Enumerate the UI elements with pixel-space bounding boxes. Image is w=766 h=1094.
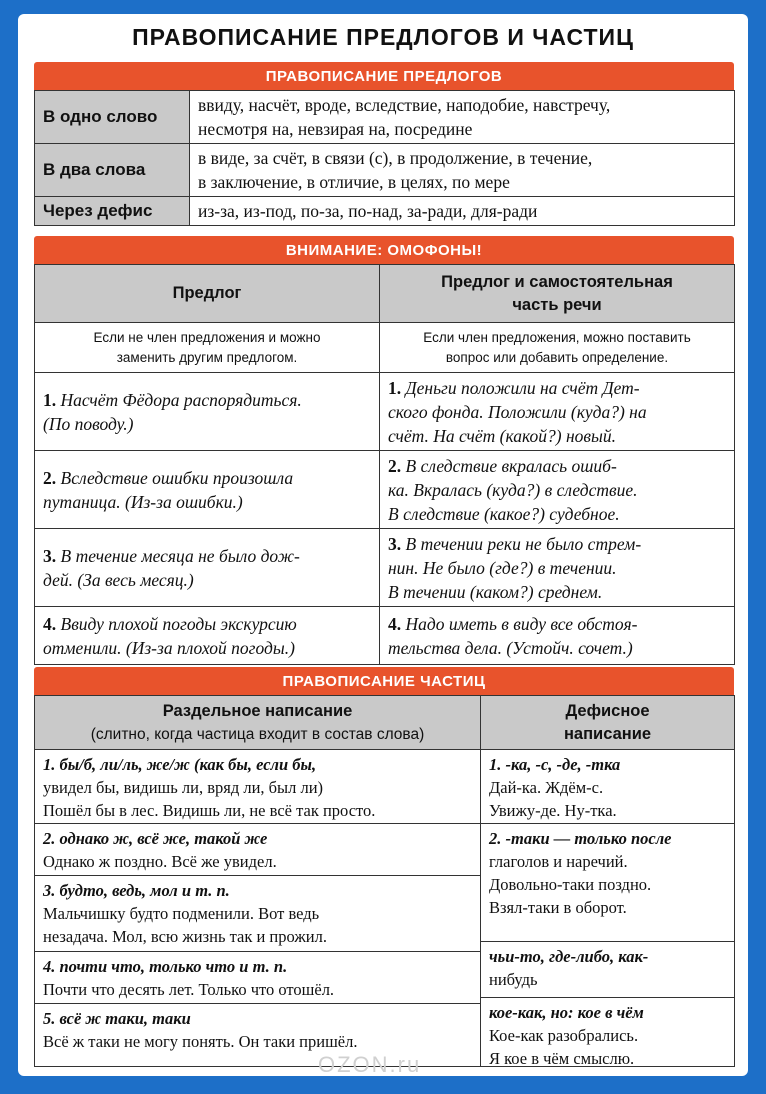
particle-block xyxy=(35,750,480,824)
example-text: В течении (каком?) среднем. xyxy=(388,581,603,602)
prepositions-band: ПРАВОПИСАНИЕ ПРЕДЛОГОВ xyxy=(34,62,734,90)
table-row xyxy=(35,607,735,665)
header-text: (слитно, когда частица входит в состав слова) xyxy=(90,725,425,743)
header-row xyxy=(35,265,735,323)
table-row xyxy=(35,91,735,144)
item-number: 3. xyxy=(388,533,406,554)
text-line: Взял-таки в оборот. xyxy=(489,898,627,917)
table-row xyxy=(35,529,735,607)
item-number: 4. xyxy=(388,613,406,634)
example-text: дей. (За весь месяц.) xyxy=(43,569,194,590)
example-text: Надо иметь в виду все обстоя- xyxy=(405,613,638,634)
text-line xyxy=(388,636,726,660)
text-line: в заключение, в отличие, в целях, по мере xyxy=(198,172,510,192)
example-text: В следствие вкралась ошиб- xyxy=(405,455,617,476)
text-line: заменить другим предлогом. xyxy=(116,349,298,365)
text-line: ввиду, насчёт, вроде, вследствие, наподобие, навстречу, xyxy=(198,95,611,115)
text-line: Однако ж поздно. Всё же увидел. xyxy=(43,852,277,871)
example-text: В течении реки не было стрем- xyxy=(405,533,642,554)
text-line xyxy=(388,580,726,604)
text-line: Дай-ка. Ждём-с. xyxy=(489,778,604,797)
text-line: нибудь xyxy=(489,970,538,989)
header-text: Предлог xyxy=(172,284,242,302)
text-line: Я кое в чём смыслю. xyxy=(489,1049,635,1068)
text-line: Если не член предложения и можно xyxy=(93,329,321,345)
text-line xyxy=(388,400,726,424)
item-number: 2. xyxy=(43,467,61,488)
header-text: Предлог и самостоятельная xyxy=(441,272,673,291)
example-text: нин. Не было (где?) в течении. xyxy=(388,557,617,578)
example-left xyxy=(35,451,380,529)
example-text: счёт. На счёт (какой?) новый. xyxy=(388,425,616,446)
table-row xyxy=(35,197,735,226)
item-number: 3. xyxy=(43,545,61,566)
text-line: увидел бы, видишь ли, вряд ли, был ли) xyxy=(43,778,324,797)
header-text: написание xyxy=(563,724,652,743)
text-line xyxy=(43,412,371,436)
text-line: незадача. Мол, всю жизнь так и прожил. xyxy=(43,927,327,946)
text-line xyxy=(43,544,371,568)
particles-band: ПРАВОПИСАНИЕ ЧАСТИЦ xyxy=(34,667,734,695)
example-left xyxy=(35,373,380,451)
text-line: 5. всё ж таки, таки xyxy=(43,1009,191,1028)
example-right xyxy=(380,373,735,451)
item-number: 1. xyxy=(388,377,406,398)
particle-block xyxy=(481,942,734,998)
text-line xyxy=(43,466,371,490)
item-number: 2. xyxy=(388,455,406,476)
text-line xyxy=(388,532,726,556)
text-line: Кое-как разобрались. xyxy=(489,1026,639,1045)
particle-block xyxy=(35,952,480,1004)
text-line xyxy=(43,490,371,514)
example-left xyxy=(35,529,380,607)
column-header-preposition xyxy=(35,265,380,323)
homophones-band: ВНИМАНИЕ: ОМОФОНЫ! xyxy=(34,236,734,264)
reference-sheet xyxy=(18,14,748,1076)
text-line xyxy=(43,568,371,592)
header-text: часть речи xyxy=(512,295,602,314)
homophones-table xyxy=(34,264,735,665)
example-text: Насчёт Фёдора распорядиться. xyxy=(60,389,302,410)
example-text: ка. Вкралась (куда?) в следствие. xyxy=(388,479,638,500)
row-label: В одно слово xyxy=(35,91,190,144)
column-header-independent xyxy=(380,265,735,323)
example-right xyxy=(380,607,735,665)
example-text: В следствие (какое?) судебное. xyxy=(388,503,620,524)
page-title: ПРАВОПИСАНИЕ ПРЕДЛОГОВ И ЧАСТИЦ xyxy=(132,24,634,50)
text-line xyxy=(43,612,371,636)
text-line: Всё ж таки не могу понять. Он таки пришёл. xyxy=(43,1032,358,1051)
table-row xyxy=(35,451,735,529)
example-right xyxy=(380,529,735,607)
row-label: В два слова xyxy=(35,144,190,197)
example-text: Деньги положили на счёт Дет- xyxy=(405,377,640,398)
row-content xyxy=(190,91,735,144)
text-line xyxy=(43,636,371,660)
example-text: ского фонда. Положили (куда?) на xyxy=(388,401,647,422)
column-header-hyphen xyxy=(481,696,735,750)
row-content xyxy=(190,144,735,197)
row-label: Через дефис xyxy=(35,197,190,226)
header-row xyxy=(35,696,735,750)
text-line: Увижу-де. Ну-тка. xyxy=(489,801,617,820)
particle-block xyxy=(35,824,480,876)
particle-block xyxy=(481,750,734,824)
text-line xyxy=(388,502,726,526)
text-line xyxy=(388,454,726,478)
particles-table xyxy=(34,695,735,1067)
header-text: Дефисное xyxy=(565,701,650,720)
watermark: OZON.ru xyxy=(318,1052,422,1077)
text-line: вопрос или добавить определение. xyxy=(445,349,669,365)
subheader-row xyxy=(35,323,735,373)
example-left xyxy=(35,607,380,665)
table-row xyxy=(35,373,735,451)
table-row xyxy=(35,144,735,197)
particle-block xyxy=(481,824,734,942)
column-rule xyxy=(380,323,735,373)
example-text: путаница. (Из-за ошибки.) xyxy=(43,491,243,512)
column-rule xyxy=(35,323,380,373)
column-header-separate xyxy=(35,696,481,750)
example-text: тельства дела. (Устойч. сочет.) xyxy=(388,637,633,658)
text-line: кое-как, но: кое в чём xyxy=(489,1003,644,1022)
example-text: отменили. (Из-за плохой погоды.) xyxy=(43,637,295,658)
item-number: 1. xyxy=(43,389,61,410)
text-line xyxy=(388,424,726,448)
prepositions-table xyxy=(34,90,735,226)
particle-block xyxy=(481,998,734,1066)
text-line: 1. бы/б, ли/ль, же/ж (как бы, если бы, xyxy=(43,755,317,774)
text-line: несмотря на, невзирая на, посредине xyxy=(198,119,473,139)
text-line xyxy=(43,388,371,412)
text-line: Довольно-таки поздно. xyxy=(489,875,652,894)
example-right xyxy=(380,451,735,529)
text-line: Пошёл бы в лес. Видишь ли, не всё так просто. xyxy=(43,801,376,820)
text-line: 2. -таки — только после xyxy=(489,829,672,848)
example-text: Ввиду плохой погоды экскурсию xyxy=(60,613,297,634)
text-line: Почти что десять лет. Только что отошёл. xyxy=(43,980,335,999)
item-number: 4. xyxy=(43,613,61,634)
row-content xyxy=(190,197,735,226)
text-line: 1. -ка, -с, -де, -тка xyxy=(489,755,621,774)
text-line xyxy=(388,478,726,502)
text-line xyxy=(388,376,726,400)
text-line: 3. будто, ведь, мол и т. п. xyxy=(43,881,230,900)
text-line: глаголов и наречий. xyxy=(489,852,628,871)
separate-column xyxy=(35,750,481,1067)
text-line xyxy=(388,612,726,636)
text-line: из-за, из-под, по-за, по-над, за-ради, для-ради xyxy=(198,201,538,221)
header-text: Раздельное написание xyxy=(162,701,353,720)
text-line: Если член предложения, можно поставить xyxy=(423,329,691,345)
hyphen-column xyxy=(481,750,735,1067)
text-line: в виде, за счёт, в связи (с), в продолжение, в течение, xyxy=(198,148,593,168)
example-text: Вследствие ошибки произошла xyxy=(60,467,294,488)
text-line: чьи-то, где-либо, как- xyxy=(489,947,649,966)
text-line: 2. однако ж, всё же, такой же xyxy=(43,829,268,848)
particle-block xyxy=(35,876,480,952)
text-line: 4. почти что, только что и т. п. xyxy=(43,957,288,976)
example-text: (По поводу.) xyxy=(43,413,134,434)
example-text: В течение месяца не было дож- xyxy=(60,545,300,566)
text-line xyxy=(388,556,726,580)
text-line: Мальчишку будто подменили. Вот ведь xyxy=(43,904,320,923)
